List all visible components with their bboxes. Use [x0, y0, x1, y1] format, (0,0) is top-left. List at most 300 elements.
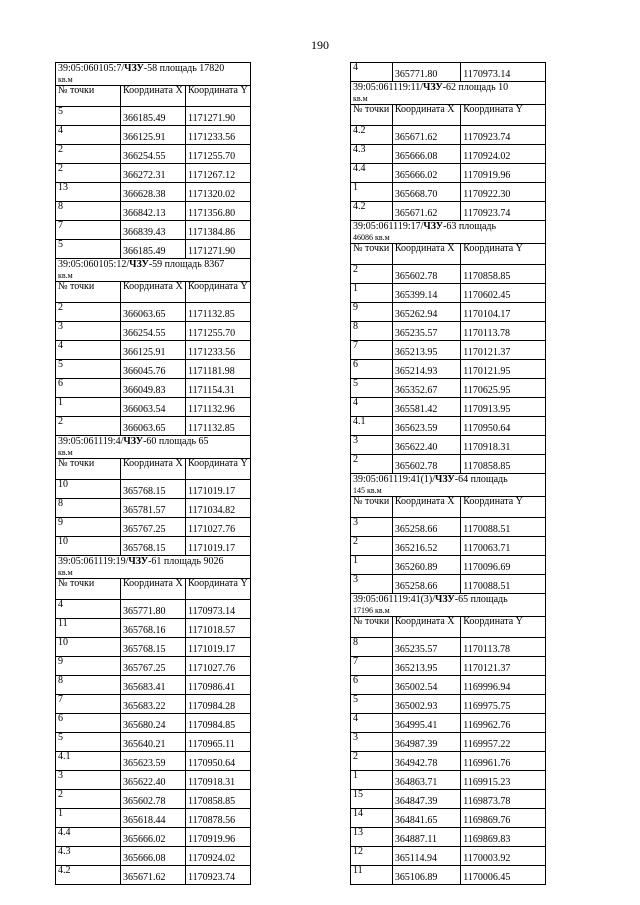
area-unit: 17196 кв.м	[353, 606, 390, 615]
coordinate-x-cell: 364887.11	[392, 828, 460, 847]
header-x: Координата X	[121, 86, 186, 107]
table-row	[56, 398, 251, 417]
table-row	[351, 556, 546, 575]
table-row	[56, 518, 251, 537]
coordinate-y-cell: 1171132.85	[186, 303, 251, 322]
point-number-cell: 4.1	[351, 417, 393, 436]
coordinate-y-cell: 1170088.51	[461, 575, 546, 594]
section-title-row	[56, 556, 251, 579]
coordinate-y-cell: 1170919.96	[461, 164, 546, 183]
right-column	[350, 62, 546, 885]
table-row	[351, 455, 546, 474]
coordinate-y-cell: 1171267.12	[186, 164, 251, 183]
coordinate-x-cell: 365602.78	[121, 790, 186, 809]
point-number-cell: 10	[56, 638, 121, 657]
coordinate-y-cell: 1170984.85	[186, 714, 251, 733]
coordinate-x-cell: 366185.49	[121, 240, 186, 259]
table-row	[351, 518, 546, 537]
area-unit: кв.м	[58, 448, 73, 457]
coordinate-y-cell: 1170625.95	[461, 379, 546, 398]
area-unit: кв.м	[58, 271, 73, 280]
coordinate-y-cell: 1170923.74	[461, 202, 546, 221]
area-label: -65 площадь	[454, 594, 508, 605]
coordinate-x-cell: 365640.21	[121, 733, 186, 752]
coordinate-x-cell: 365781.57	[121, 499, 186, 518]
coordinate-y-cell: 1171132.96	[186, 398, 251, 417]
point-number-cell: 6	[56, 379, 121, 398]
table-row	[351, 575, 546, 594]
coordinate-y-cell: 1170113.78	[461, 322, 546, 341]
table-row	[351, 145, 546, 164]
coordinate-x-cell: 365680.24	[121, 714, 186, 733]
point-number-cell: 7	[351, 657, 393, 676]
coordinate-x-cell: 366045.76	[121, 360, 186, 379]
table-row	[351, 417, 546, 436]
table-row	[351, 733, 546, 752]
point-number-cell: 5	[56, 733, 121, 752]
coordinate-y-cell: 1170121.95	[461, 360, 546, 379]
header-x: Координата X	[392, 105, 460, 126]
coordinate-x-cell: 365602.78	[392, 455, 460, 474]
point-number-cell: 5	[56, 107, 121, 126]
table-row	[56, 638, 251, 657]
table-row	[351, 303, 546, 322]
coordinate-x-cell: 365258.66	[392, 575, 460, 594]
coordinate-y-cell: 1170858.85	[186, 790, 251, 809]
section-title-row	[56, 63, 251, 86]
coordinate-x-cell: 365683.22	[121, 695, 186, 714]
table-row	[351, 360, 546, 379]
coordinate-y-cell: 1170986.41	[186, 676, 251, 695]
table-row	[351, 638, 546, 657]
table-row	[351, 657, 546, 676]
section-title	[351, 82, 546, 105]
header-y: Координата Y	[461, 617, 546, 638]
parcel-number: 39:05:061119:41(1)/	[353, 474, 436, 485]
table-row	[56, 417, 251, 436]
coordinate-x-cell: 365671.62	[121, 866, 186, 885]
coordinate-y-cell: 1169961.76	[461, 752, 546, 771]
coordinate-y-cell: 1169975.75	[461, 695, 546, 714]
table-row	[56, 126, 251, 145]
point-number-cell: 13	[351, 828, 393, 847]
coordinate-y-cell: 1170113.78	[461, 638, 546, 657]
table-row	[351, 379, 546, 398]
coordinate-x-cell: 365114.94	[392, 847, 460, 866]
point-number-cell: 12	[351, 847, 393, 866]
area-label: -58 площадь 17820	[143, 63, 225, 74]
table-row	[56, 107, 251, 126]
table-row	[351, 183, 546, 202]
coordinate-y-cell: 1170918.31	[461, 436, 546, 455]
coordinate-x-cell: 366063.65	[121, 417, 186, 436]
header-y: Координата Y	[461, 105, 546, 126]
header-point: № точки	[56, 579, 121, 600]
coordinate-y-cell: 1170858.85	[461, 265, 546, 284]
table-row	[56, 240, 251, 259]
coordinate-x-cell: 365235.57	[392, 638, 460, 657]
left-column	[55, 62, 251, 885]
coordinate-y-cell: 1171018.57	[186, 619, 251, 638]
coordinate-y-cell: 1169962.76	[461, 714, 546, 733]
zone-code: ЧЗУ	[124, 63, 144, 74]
point-number-cell: 7	[56, 221, 121, 240]
table-row	[56, 164, 251, 183]
coordinate-x-cell: 366063.54	[121, 398, 186, 417]
coordinate-y-cell: 1170950.64	[461, 417, 546, 436]
coordinate-x-cell: 364863.71	[392, 771, 460, 790]
area-unit: кв.м	[58, 75, 73, 84]
coordinate-x-cell: 365666.02	[392, 164, 460, 183]
coordinate-x-cell: 365768.15	[121, 638, 186, 657]
zone-code: ЧЗУ	[435, 474, 455, 485]
point-number-cell: 3	[56, 771, 121, 790]
coordinate-x-cell: 366125.91	[121, 341, 186, 360]
coordinate-y-cell: 1171027.76	[186, 657, 251, 676]
coordinate-x-cell: 366125.91	[121, 126, 186, 145]
table-row	[56, 480, 251, 499]
coordinate-x-cell: 365622.40	[392, 436, 460, 455]
coordinate-x-cell: 366063.65	[121, 303, 186, 322]
coordinate-x-cell: 365002.93	[392, 695, 460, 714]
point-number-cell: 3	[351, 733, 393, 752]
point-number-cell: 11	[56, 619, 121, 638]
header-row	[56, 579, 251, 600]
point-number-cell: 10	[56, 480, 121, 499]
coordinate-y-cell: 1170003.92	[461, 847, 546, 866]
parcel-number: 39:05:061119:17/	[353, 221, 424, 232]
coordinate-y-cell: 1170878.56	[186, 809, 251, 828]
section-title	[351, 594, 546, 617]
header-row	[56, 282, 251, 303]
section-title-row	[56, 436, 251, 459]
parcel-number: 39:05:061119:4/	[58, 436, 124, 447]
table-row	[351, 695, 546, 714]
table-row	[351, 322, 546, 341]
point-number-cell: 4	[351, 714, 393, 733]
header-row	[56, 459, 251, 480]
coordinate-x-cell: 366049.83	[121, 379, 186, 398]
point-number-cell: 7	[56, 695, 121, 714]
point-number-cell: 8	[351, 638, 393, 657]
point-number-cell: 4	[56, 600, 121, 619]
coordinate-y-cell: 1171132.85	[186, 417, 251, 436]
parcel-number: 39:05:061119:19/	[58, 556, 129, 567]
header-y: Координата Y	[461, 497, 546, 518]
point-number-cell: 4.4	[351, 164, 393, 183]
table-row	[56, 752, 251, 771]
header-point: № точки	[351, 244, 393, 265]
header-point: № точки	[56, 459, 121, 480]
area-label: -63 площадь	[443, 221, 497, 232]
coordinate-y-cell: 1171255.70	[186, 322, 251, 341]
coordinate-x-cell: 365214.93	[392, 360, 460, 379]
coordinate-x-cell: 365666.02	[121, 828, 186, 847]
point-number-cell: 2	[351, 265, 393, 284]
coordinate-y-cell: 1171320.02	[186, 183, 251, 202]
parcel-number: 39:05:060105:12/	[58, 259, 130, 270]
header-point: № точки	[56, 282, 121, 303]
table-row	[56, 809, 251, 828]
point-number-cell: 2	[351, 537, 393, 556]
coordinate-x-cell: 365106.89	[392, 866, 460, 885]
point-number-cell: 1	[351, 771, 393, 790]
coordinate-y-cell: 1170121.37	[461, 657, 546, 676]
point-number-cell: 1	[351, 556, 393, 575]
point-number-cell: 2	[56, 145, 121, 164]
coordinate-y-cell: 1171233.56	[186, 341, 251, 360]
header-x: Координата X	[121, 579, 186, 600]
point-number-cell: 3	[351, 575, 393, 594]
coordinate-y-cell: 1169915.23	[461, 771, 546, 790]
area-label: -61 площадь 9026	[148, 556, 224, 567]
coordinate-y-cell: 1170950.64	[186, 752, 251, 771]
coordinate-y-cell: 1171154.31	[186, 379, 251, 398]
table-row	[56, 303, 251, 322]
coordinate-y-cell: 1170858.85	[461, 455, 546, 474]
coordinate-x-cell: 365666.08	[392, 145, 460, 164]
point-number-cell: 13	[56, 183, 121, 202]
coordinate-x-cell: 366272.31	[121, 164, 186, 183]
coordinate-y-cell: 1170924.02	[186, 847, 251, 866]
coordinate-x-cell: 365623.59	[392, 417, 460, 436]
area-label: -59 площадь 8367	[148, 259, 225, 270]
zone-code: ЧЗУ	[435, 594, 455, 605]
coordinate-y-cell: 1169996.94	[461, 676, 546, 695]
coordinate-y-cell: 1171181.98	[186, 360, 251, 379]
header-row	[351, 105, 546, 126]
section-title	[56, 436, 251, 459]
parcel-number: 39:05:060105:7/	[58, 63, 125, 74]
coordinate-x-cell: 365399.14	[392, 284, 460, 303]
coordinate-y-cell: 1170973.14	[186, 600, 251, 619]
area-label: -62 площадь 10	[442, 82, 509, 93]
coordinate-y-cell: 1169869.83	[461, 828, 546, 847]
coordinate-x-cell: 366839.43	[121, 221, 186, 240]
table-row	[351, 202, 546, 221]
coordinate-x-cell: 365213.95	[392, 341, 460, 360]
zone-code: ЧЗУ	[129, 259, 149, 270]
coordinate-y-cell: 1171271.90	[186, 107, 251, 126]
coordinate-x-cell: 365581.42	[392, 398, 460, 417]
table-row	[56, 322, 251, 341]
coordinate-y-cell: 1170104.17	[461, 303, 546, 322]
table-row	[56, 657, 251, 676]
coordinate-y-cell: 1170006.45	[461, 866, 546, 885]
point-number-cell: 6	[351, 676, 393, 695]
point-number-cell: 5	[351, 695, 393, 714]
coordinate-y-cell: 1169957.22	[461, 733, 546, 752]
point-number-cell: 4.2	[351, 202, 393, 221]
coordinate-y-cell: 1170913.95	[461, 398, 546, 417]
point-number-cell: 5	[56, 360, 121, 379]
coordinate-x-cell: 365262.94	[392, 303, 460, 322]
coordinate-x-cell: 365767.25	[121, 657, 186, 676]
coordinate-y-cell: 1170063.71	[461, 537, 546, 556]
coordinate-y-cell: 1170973.14	[461, 63, 546, 82]
coordinate-y-cell: 1169873.78	[461, 790, 546, 809]
coordinate-y-cell: 1171255.70	[186, 145, 251, 164]
point-number-cell: 4.3	[351, 145, 393, 164]
coordinate-x-cell: 365768.15	[121, 537, 186, 556]
point-number-cell: 6	[56, 714, 121, 733]
table-row	[351, 828, 546, 847]
table-row	[351, 676, 546, 695]
section-title	[351, 474, 546, 497]
section-title	[56, 63, 251, 86]
coordinate-x-cell: 365768.15	[121, 480, 186, 499]
zone-code: ЧЗУ	[123, 436, 144, 447]
zone-code: ЧЗУ	[128, 556, 149, 567]
point-number-cell: 2	[56, 790, 121, 809]
point-number-cell: 15	[351, 790, 393, 809]
table-row	[56, 676, 251, 695]
coordinate-y-cell: 1171356.80	[186, 202, 251, 221]
coordinate-x-cell: 366628.38	[121, 183, 186, 202]
coordinate-x-cell: 364942.78	[392, 752, 460, 771]
table-row	[351, 752, 546, 771]
point-number-cell: 2	[351, 455, 393, 474]
header-y: Координата Y	[186, 86, 251, 107]
area-unit: 145 кв.м	[353, 486, 382, 495]
header-point: № точки	[56, 86, 121, 107]
point-number-cell: 6	[351, 360, 393, 379]
table-row	[351, 771, 546, 790]
coordinate-y-cell: 1171027.76	[186, 518, 251, 537]
point-number-cell: 9	[56, 518, 121, 537]
coordinate-y-cell: 1171019.17	[186, 480, 251, 499]
table-row	[56, 847, 251, 866]
coordinate-y-cell: 1170924.02	[461, 145, 546, 164]
coordinates-table-right	[350, 62, 546, 885]
coordinate-x-cell: 365258.66	[392, 518, 460, 537]
zone-code: ЧЗУ	[423, 82, 443, 93]
point-number-cell: 4.2	[351, 126, 393, 145]
coordinate-x-cell: 365666.08	[121, 847, 186, 866]
coordinate-y-cell: 1171233.56	[186, 126, 251, 145]
coordinate-x-cell: 364841.65	[392, 809, 460, 828]
table-row	[56, 183, 251, 202]
point-number-cell: 4	[56, 341, 121, 360]
point-number-cell: 7	[351, 341, 393, 360]
point-number-cell: 2	[56, 303, 121, 322]
coordinate-x-cell: 366842.13	[121, 202, 186, 221]
coordinate-x-cell: 366254.55	[121, 322, 186, 341]
coordinate-x-cell: 365671.62	[392, 126, 460, 145]
point-number-cell: 2	[56, 417, 121, 436]
coordinate-x-cell: 365623.59	[121, 752, 186, 771]
coordinates-table-left	[55, 62, 251, 885]
section-title-row	[351, 594, 546, 617]
table-row	[351, 714, 546, 733]
coordinate-x-cell: 365768.16	[121, 619, 186, 638]
table-row	[56, 866, 251, 885]
table-row	[351, 164, 546, 183]
coordinate-x-cell: 365771.80	[121, 600, 186, 619]
table-row	[56, 341, 251, 360]
table-row	[56, 733, 251, 752]
coordinate-y-cell: 1169869.76	[461, 809, 546, 828]
table-row	[351, 398, 546, 417]
zone-code: ЧЗУ	[423, 221, 444, 232]
point-number-cell: 4	[351, 398, 393, 417]
section-title-row	[351, 221, 546, 244]
point-number-cell: 8	[56, 202, 121, 221]
header-x: Координата X	[392, 617, 460, 638]
header-x: Координата X	[121, 459, 186, 480]
point-number-cell: 3	[351, 436, 393, 455]
point-number-cell: 1	[351, 284, 393, 303]
section-title-row	[56, 259, 251, 282]
coordinate-x-cell: 365235.57	[392, 322, 460, 341]
point-number-cell: 3	[351, 518, 393, 537]
table-row	[56, 771, 251, 790]
point-number-cell: 4	[351, 63, 393, 82]
table-row	[351, 847, 546, 866]
header-row	[351, 244, 546, 265]
table-row	[351, 126, 546, 145]
table-row	[56, 714, 251, 733]
coordinate-y-cell: 1170984.28	[186, 695, 251, 714]
header-y: Координата Y	[186, 282, 251, 303]
header-y: Координата Y	[461, 244, 546, 265]
point-number-cell: 11	[351, 866, 393, 885]
coordinate-y-cell: 1170923.74	[186, 866, 251, 885]
coordinate-x-cell: 365771.80	[392, 63, 460, 82]
header-y: Координата Y	[186, 459, 251, 480]
point-number-cell: 8	[56, 499, 121, 518]
table-row	[56, 360, 251, 379]
header-row	[56, 86, 251, 107]
point-number-cell: 14	[351, 809, 393, 828]
point-number-cell: 5	[351, 379, 393, 398]
coordinate-x-cell: 365216.52	[392, 537, 460, 556]
table-row	[351, 809, 546, 828]
coordinate-x-cell: 365260.89	[392, 556, 460, 575]
table-row	[56, 499, 251, 518]
header-row	[351, 497, 546, 518]
point-number-cell: 9	[56, 657, 121, 676]
header-x: Координата X	[392, 244, 460, 265]
coordinate-y-cell: 1170088.51	[461, 518, 546, 537]
coordinate-y-cell: 1170121.37	[461, 341, 546, 360]
table-row	[351, 436, 546, 455]
table-row	[351, 537, 546, 556]
coordinate-x-cell: 365767.25	[121, 518, 186, 537]
point-number-cell: 10	[56, 537, 121, 556]
table-row	[351, 341, 546, 360]
coordinate-y-cell: 1171019.17	[186, 638, 251, 657]
point-number-cell: 4.1	[56, 752, 121, 771]
table-row	[351, 63, 546, 82]
point-number-cell: 4.3	[56, 847, 121, 866]
coordinate-y-cell: 1170096.69	[461, 556, 546, 575]
point-number-cell: 5	[56, 240, 121, 259]
point-number-cell: 3	[56, 322, 121, 341]
coordinate-y-cell: 1171271.90	[186, 240, 251, 259]
header-point: № точки	[351, 497, 393, 518]
header-x: Координата X	[121, 282, 186, 303]
table-row	[56, 145, 251, 164]
point-number-cell: 8	[351, 322, 393, 341]
section-title	[56, 259, 251, 282]
area-unit: кв.м	[58, 568, 73, 577]
parcel-number: 39:05:061119:41(3)/	[353, 594, 436, 605]
point-number-cell: 2	[351, 752, 393, 771]
coordinate-y-cell: 1170918.31	[186, 771, 251, 790]
table-row	[56, 379, 251, 398]
coordinate-x-cell: 365213.95	[392, 657, 460, 676]
